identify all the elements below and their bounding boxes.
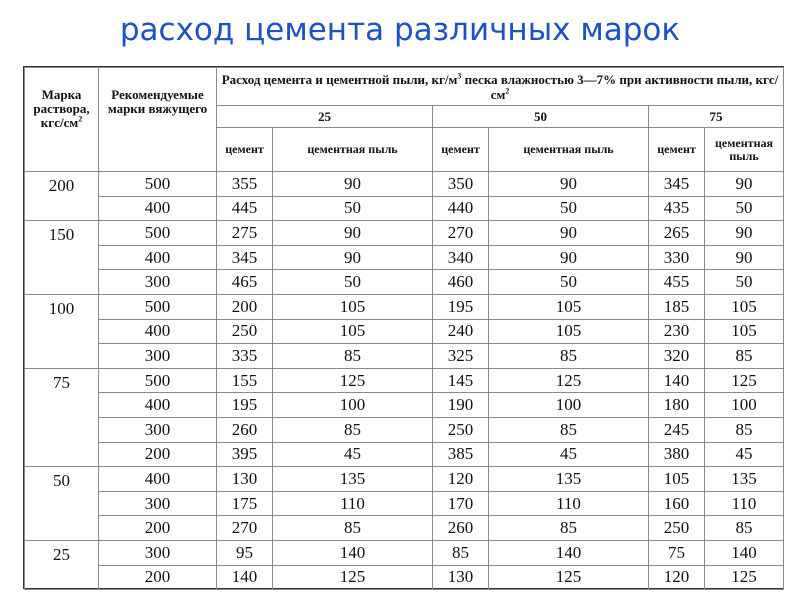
value-cell-d50: 50 (489, 196, 649, 221)
cement-consumption-table-container (23, 66, 784, 589)
table-row (25, 270, 784, 295)
binder-grade-cell: 400 (99, 467, 217, 492)
value-cell-d50: 110 (489, 491, 649, 516)
cement-consumption-table (24, 67, 784, 590)
mortar-grade-cell: 150 (25, 221, 99, 295)
binder-grade-cell: 300 (99, 491, 217, 516)
value-cell-d75: 90 (705, 245, 784, 270)
header-cement-25: цемент (217, 128, 273, 172)
mortar-grade-cell: 50 (25, 467, 99, 541)
value-cell-d75: 105 (705, 319, 784, 344)
value-cell-d25: 125 (273, 565, 433, 590)
page-title: расход цемента различных марок (119, 12, 681, 48)
value-cell-c50: 145 (433, 368, 489, 393)
value-cell-c50: 190 (433, 393, 489, 418)
binder-grade-cell: 300 (99, 270, 217, 295)
value-cell-d25: 90 (273, 245, 433, 270)
header-activity-50: 50 (433, 106, 649, 128)
value-cell-d75: 135 (705, 467, 784, 492)
mortar-grade-cell: 75 (25, 368, 99, 466)
value-cell-d25: 85 (273, 516, 433, 541)
value-cell-d25: 105 (273, 319, 433, 344)
binder-grade-cell: 300 (99, 417, 217, 442)
header-mortar-grade-text: Марка раствора, кгс/см (33, 87, 90, 130)
value-cell-d50: 85 (489, 417, 649, 442)
value-cell-c75: 435 (649, 196, 705, 221)
value-cell-c75: 320 (649, 344, 705, 369)
value-cell-c50: 240 (433, 319, 489, 344)
value-cell-c75: 160 (649, 491, 705, 516)
value-cell-c25: 130 (217, 467, 273, 492)
value-cell-c25: 275 (217, 221, 273, 246)
table-row (25, 491, 784, 516)
header-consumption-sup1: 3 (457, 71, 462, 81)
table-row (25, 172, 784, 197)
value-cell-c75: 250 (649, 516, 705, 541)
value-cell-d75: 125 (705, 565, 784, 590)
header-dust-50: цементная пыль (489, 128, 649, 172)
value-cell-c25: 445 (217, 196, 273, 221)
value-cell-d25: 50 (273, 270, 433, 295)
value-cell-d50: 90 (489, 245, 649, 270)
header-mortar-grade (25, 68, 99, 172)
table-row (25, 368, 784, 393)
binder-grade-cell: 200 (99, 565, 217, 590)
value-cell-c75: 140 (649, 368, 705, 393)
value-cell-d25: 100 (273, 393, 433, 418)
table-row (25, 442, 784, 467)
value-cell-c50: 195 (433, 294, 489, 319)
value-cell-d75: 50 (705, 196, 784, 221)
table-row (25, 196, 784, 221)
header-consumption-sup2: 2 (505, 86, 510, 96)
value-cell-d50: 85 (489, 516, 649, 541)
table-row (25, 221, 784, 246)
header-dust-25: цементная пыль (273, 128, 433, 172)
value-cell-c25: 140 (217, 565, 273, 590)
binder-grade-cell: 300 (99, 344, 217, 369)
value-cell-d75: 85 (705, 417, 784, 442)
value-cell-c50: 270 (433, 221, 489, 246)
value-cell-c50: 250 (433, 417, 489, 442)
value-cell-d75: 90 (705, 221, 784, 246)
value-cell-c50: 340 (433, 245, 489, 270)
value-cell-d25: 90 (273, 221, 433, 246)
table-row (25, 319, 784, 344)
value-cell-d50: 100 (489, 393, 649, 418)
table-row (25, 417, 784, 442)
value-cell-d25: 135 (273, 467, 433, 492)
value-cell-d75: 140 (705, 540, 784, 565)
binder-grade-cell: 200 (99, 442, 217, 467)
value-cell-c50: 325 (433, 344, 489, 369)
binder-grade-cell: 500 (99, 368, 217, 393)
value-cell-d25: 85 (273, 344, 433, 369)
table-body (25, 172, 784, 590)
mortar-grade-cell: 100 (25, 294, 99, 368)
binder-grade-cell: 400 (99, 393, 217, 418)
value-cell-c25: 270 (217, 516, 273, 541)
value-cell-c25: 250 (217, 319, 273, 344)
value-cell-d75: 105 (705, 294, 784, 319)
value-cell-c25: 155 (217, 368, 273, 393)
header-consumption-text-b: песка влажностью 3—7% при активности пыли, кгс/см (461, 71, 779, 102)
binder-grade-cell: 500 (99, 221, 217, 246)
mortar-grade-cell: 200 (25, 172, 99, 221)
binder-grade-cell: 400 (99, 319, 217, 344)
table-row (25, 245, 784, 270)
value-cell-d25: 110 (273, 491, 433, 516)
header-recommended-binder-text: Рекомендуемые марки вяжущего (107, 87, 208, 116)
header-cement-50: цемент (433, 128, 489, 172)
header-dust-75: цементная пыль (705, 128, 784, 172)
table-row (25, 516, 784, 541)
value-cell-c25: 200 (217, 294, 273, 319)
value-cell-d75: 45 (705, 442, 784, 467)
value-cell-d25: 140 (273, 540, 433, 565)
value-cell-d50: 125 (489, 565, 649, 590)
binder-grade-cell: 400 (99, 245, 217, 270)
value-cell-d50: 90 (489, 172, 649, 197)
value-cell-d75: 100 (705, 393, 784, 418)
value-cell-c75: 455 (649, 270, 705, 295)
value-cell-d75: 110 (705, 491, 784, 516)
value-cell-c25: 95 (217, 540, 273, 565)
value-cell-c75: 105 (649, 467, 705, 492)
value-cell-c50: 440 (433, 196, 489, 221)
table-row (25, 344, 784, 369)
value-cell-c25: 465 (217, 270, 273, 295)
value-cell-d75: 85 (705, 344, 784, 369)
header-mortar-grade-sup: 2 (78, 114, 83, 124)
header-activity-75: 75 (649, 106, 784, 128)
value-cell-d25: 45 (273, 442, 433, 467)
value-cell-c50: 350 (433, 172, 489, 197)
value-cell-c75: 345 (649, 172, 705, 197)
value-cell-d25: 90 (273, 172, 433, 197)
value-cell-d75: 125 (705, 368, 784, 393)
value-cell-d50: 50 (489, 270, 649, 295)
value-cell-c75: 180 (649, 393, 705, 418)
table-row (25, 565, 784, 590)
value-cell-c50: 130 (433, 565, 489, 590)
binder-grade-cell: 200 (99, 516, 217, 541)
value-cell-d75: 90 (705, 172, 784, 197)
value-cell-d50: 125 (489, 368, 649, 393)
value-cell-c50: 260 (433, 516, 489, 541)
value-cell-d25: 125 (273, 368, 433, 393)
value-cell-d25: 85 (273, 417, 433, 442)
value-cell-c75: 265 (649, 221, 705, 246)
value-cell-c75: 380 (649, 442, 705, 467)
mortar-grade-cell: 25 (25, 540, 99, 589)
value-cell-c75: 245 (649, 417, 705, 442)
value-cell-c75: 230 (649, 319, 705, 344)
header-consumption-text-a: Расход цемента и цементной пыли, кг/м (221, 71, 458, 87)
value-cell-c25: 195 (217, 393, 273, 418)
value-cell-c25: 260 (217, 417, 273, 442)
value-cell-d50: 105 (489, 319, 649, 344)
header-recommended-binder (99, 68, 217, 172)
table-row (25, 540, 784, 565)
value-cell-c75: 120 (649, 565, 705, 590)
value-cell-c25: 175 (217, 491, 273, 516)
value-cell-c25: 345 (217, 245, 273, 270)
table-row (25, 467, 784, 492)
value-cell-d25: 105 (273, 294, 433, 319)
value-cell-d25: 50 (273, 196, 433, 221)
value-cell-c25: 355 (217, 172, 273, 197)
value-cell-c75: 185 (649, 294, 705, 319)
value-cell-c50: 170 (433, 491, 489, 516)
value-cell-d50: 85 (489, 344, 649, 369)
value-cell-c50: 460 (433, 270, 489, 295)
binder-grade-cell: 300 (99, 540, 217, 565)
header-activity-25: 25 (217, 106, 433, 128)
value-cell-d50: 135 (489, 467, 649, 492)
binder-grade-cell: 400 (99, 196, 217, 221)
value-cell-d75: 85 (705, 516, 784, 541)
value-cell-c75: 75 (649, 540, 705, 565)
value-cell-c50: 385 (433, 442, 489, 467)
value-cell-d50: 140 (489, 540, 649, 565)
table-row (25, 294, 784, 319)
value-cell-c25: 395 (217, 442, 273, 467)
value-cell-d50: 90 (489, 221, 649, 246)
binder-grade-cell: 500 (99, 172, 217, 197)
value-cell-d75: 50 (705, 270, 784, 295)
table-row (25, 393, 784, 418)
header-consumption (217, 68, 784, 106)
header-cement-75: цемент (649, 128, 705, 172)
binder-grade-cell: 500 (99, 294, 217, 319)
value-cell-c50: 120 (433, 467, 489, 492)
value-cell-c75: 330 (649, 245, 705, 270)
value-cell-d50: 105 (489, 294, 649, 319)
value-cell-c25: 335 (217, 344, 273, 369)
value-cell-d50: 45 (489, 442, 649, 467)
value-cell-c50: 85 (433, 540, 489, 565)
